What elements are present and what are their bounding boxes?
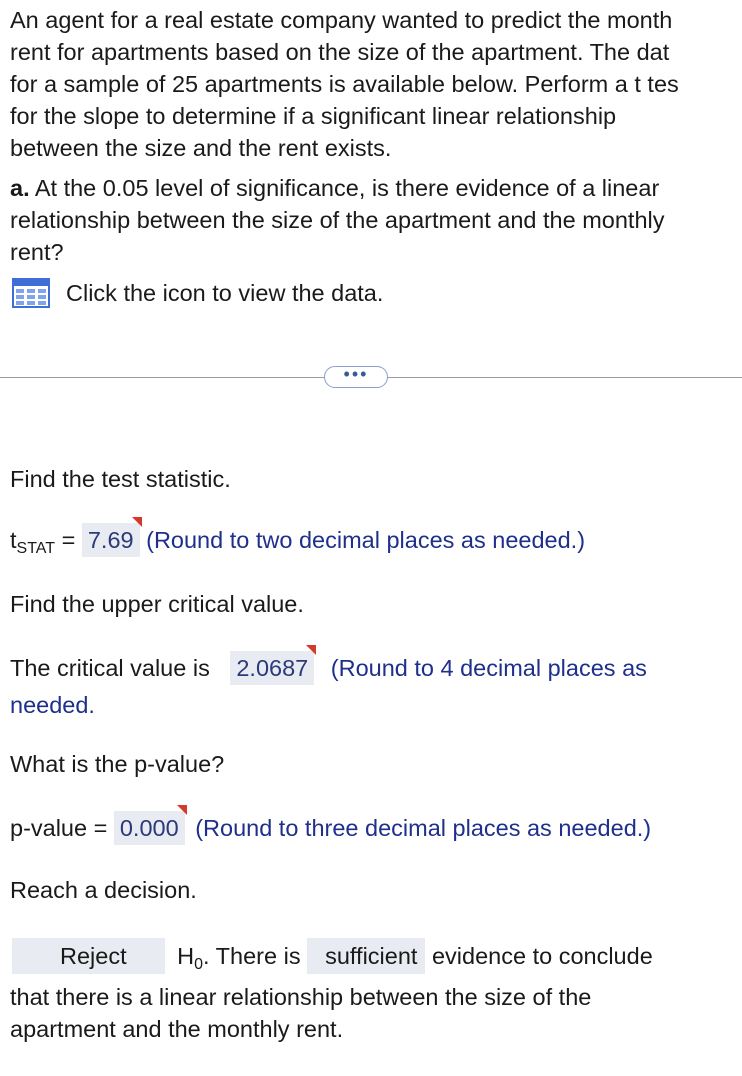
view-data-text[interactable]: Click the icon to view the data. — [66, 279, 384, 306]
intro-line: for a sample of 25 apartments is available below. Perform a t tes — [10, 71, 679, 97]
p-value-prompt: What is the p-value? — [10, 751, 225, 777]
view-data-link[interactable] — [12, 278, 383, 308]
decision-row — [12, 938, 653, 974]
question-a-text: At the 0.05 level of significance, is there evidence of a linear — [29, 175, 660, 201]
data-grid-icon[interactable] — [12, 278, 50, 308]
reject-dropdown[interactable]: Reject — [12, 938, 165, 974]
test-statistic-prompt: Find the test statistic. — [10, 466, 231, 492]
decision-prompt: Reach a decision. — [10, 877, 197, 903]
p-value-label: p-value = — [10, 815, 114, 841]
sufficient-dropdown[interactable]: sufficient — [307, 938, 425, 974]
equals-sign: = — [55, 527, 82, 553]
intro-line: An agent for a real estate company wanted to predict the month — [10, 7, 673, 33]
intro-line: rent for apartments based on the size of the apartment. The dat — [10, 39, 670, 65]
critical-value-answer[interactable]: 2.0687 — [230, 651, 314, 685]
null-hypothesis — [177, 943, 204, 973]
p-value-answer[interactable]: 0.000 — [114, 811, 185, 845]
h-subscript: 0 — [194, 956, 204, 973]
test-statistic-row — [10, 523, 585, 557]
critical-value-hint: (Round to 4 decimal places as — [330, 655, 647, 681]
decision-middle: . There is — [203, 943, 308, 969]
p-value-hint: (Round to three decimal places as needed.) — [195, 815, 652, 841]
critical-value-hint-cont: needed. — [10, 692, 95, 718]
tstat-answer[interactable]: 7.69 — [82, 523, 140, 557]
decision-conclusion: apartment and the monthly rent. — [10, 1016, 344, 1042]
critical-value-prompt: Find the upper critical value. — [10, 591, 304, 617]
critical-value-lead: The critical value is — [10, 655, 217, 681]
question-a-label: a. — [10, 175, 30, 201]
tstat-hint: (Round to two decimal places as needed.) — [146, 527, 586, 553]
h-symbol: H — [177, 943, 195, 969]
more-button[interactable]: ••• — [324, 366, 388, 388]
question-a-line — [10, 172, 742, 204]
question-a — [10, 172, 742, 268]
intro-line: between the size and the rent exists. — [10, 135, 392, 161]
tstat-subscript: STAT — [16, 540, 56, 557]
problem-intro — [10, 4, 742, 164]
tstat-symbol: t — [10, 527, 17, 553]
intro-line: for the slope to determine if a significant linear relationship — [10, 103, 617, 129]
p-value-row — [10, 811, 651, 845]
decision-conclusion: that there is a linear relationship between the size of the — [10, 984, 592, 1010]
question-a-line: relationship between the size of the apartment and the monthly — [10, 207, 665, 233]
question-a-line: rent? — [10, 239, 64, 265]
critical-value-row — [10, 651, 647, 685]
decision-rest: evidence to conclude — [425, 943, 653, 969]
